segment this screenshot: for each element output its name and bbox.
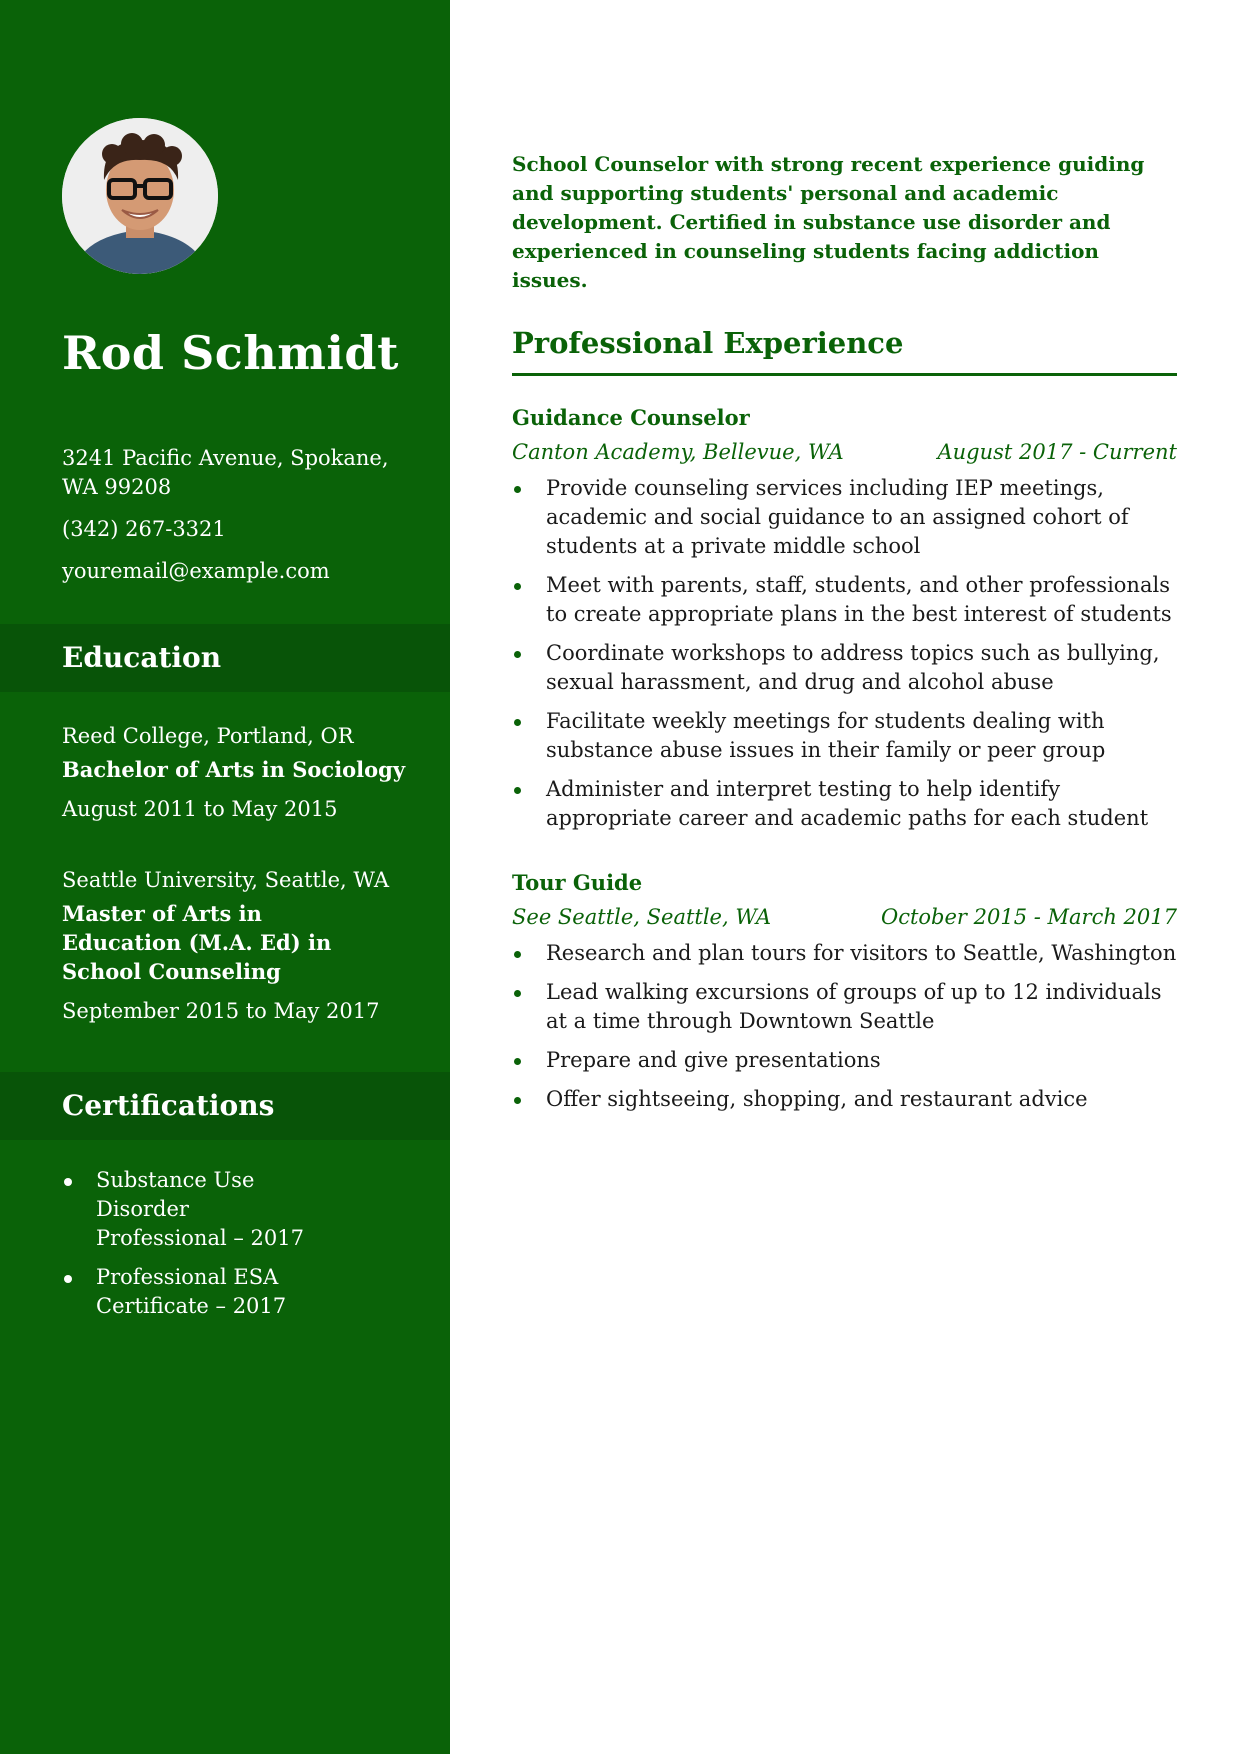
certifications-header [0, 1072, 450, 1140]
education-entry [62, 722, 422, 824]
job-meta [512, 903, 1177, 931]
email: youremail@example.com [62, 559, 330, 583]
address [62, 444, 402, 502]
job-meta [512, 438, 1177, 466]
job-bullets [512, 474, 1177, 833]
job-title: Tour Guide [512, 870, 643, 895]
address-line-1: 3241 Pacific Avenue, Spokane, [62, 446, 389, 470]
job-dates: October 2015 - March 2017 [881, 905, 1177, 929]
list-item: Substance Use Disorder Professional – 2017 [62, 1166, 326, 1253]
list-item: Coordinate workshops to address topics such as bullying, sexual harassment, and drug and alcohol abuse [512, 639, 1177, 697]
list-item: Facilitate weekly meetings for students dealing with substance abuse issues in their family or peer group [512, 707, 1177, 765]
certifications-heading: Certifications [62, 1089, 275, 1122]
sidebar [0, 0, 450, 1754]
job-entry [512, 404, 1177, 833]
list-item: Administer and interpret testing to help identify appropriate career and academic paths for each student [512, 775, 1177, 833]
address-line-2: WA 99208 [62, 475, 172, 499]
list-item: Meet with parents, staff, students, and other professionals to create appropriate plans in the best interest of students [512, 571, 1177, 629]
degree: Bachelor of Arts in Sociology [62, 757, 406, 782]
experience-heading: Professional Experience [512, 325, 1177, 376]
list-item: Offer sightseeing, shopping, and restaurant advice [512, 1085, 1177, 1114]
job-entry [512, 869, 1177, 1114]
school: Reed College, Portland, OR [62, 724, 354, 748]
contact-info [62, 444, 402, 599]
education-dates: August 2011 to May 2015 [62, 797, 338, 821]
summary: School Counselor with strong recent experience guiding and supporting students' personal and academic development. Certified in substance use disorder and experienced in counseling students facing addiction issues. [512, 152, 1145, 292]
education-entry [62, 866, 422, 1026]
education-dates: September 2015 to May 2017 [62, 999, 380, 1023]
list-item: Lead walking excursions of groups of up to 12 individuals at a time through Downtown Seattle [512, 978, 1177, 1036]
education-header [0, 624, 450, 692]
profile-photo [62, 118, 218, 274]
candidate-name: Rod Schmidt [62, 326, 399, 380]
list-item: Prepare and give presentations [512, 1046, 1177, 1075]
list-item: Provide counseling services including IEP meetings, academic and social guidance to an assigned cohort of students at a private middle school [512, 474, 1177, 561]
school: Seattle University, Seattle, WA [62, 868, 390, 892]
education-heading: Education [62, 641, 222, 674]
job-title: Guidance Counselor [512, 405, 750, 430]
employer: Canton Academy, Bellevue, WA [512, 440, 844, 464]
employer: See Seattle, Seattle, WA [512, 905, 772, 929]
list-item: Research and plan tours for visitors to Seattle, Washington [512, 939, 1177, 968]
job-bullets [512, 939, 1177, 1114]
phone: (342) 267-3321 [62, 517, 226, 541]
job-dates: August 2017 - Current [937, 440, 1177, 464]
main-content [512, 150, 1177, 1124]
avatar-icon [62, 118, 218, 274]
list-item: Professional ESA Certificate – 2017 [62, 1263, 296, 1321]
certifications-list [62, 1166, 402, 1331]
degree: Master of Arts in Education (M.A. Ed) in School Counseling [62, 901, 332, 984]
